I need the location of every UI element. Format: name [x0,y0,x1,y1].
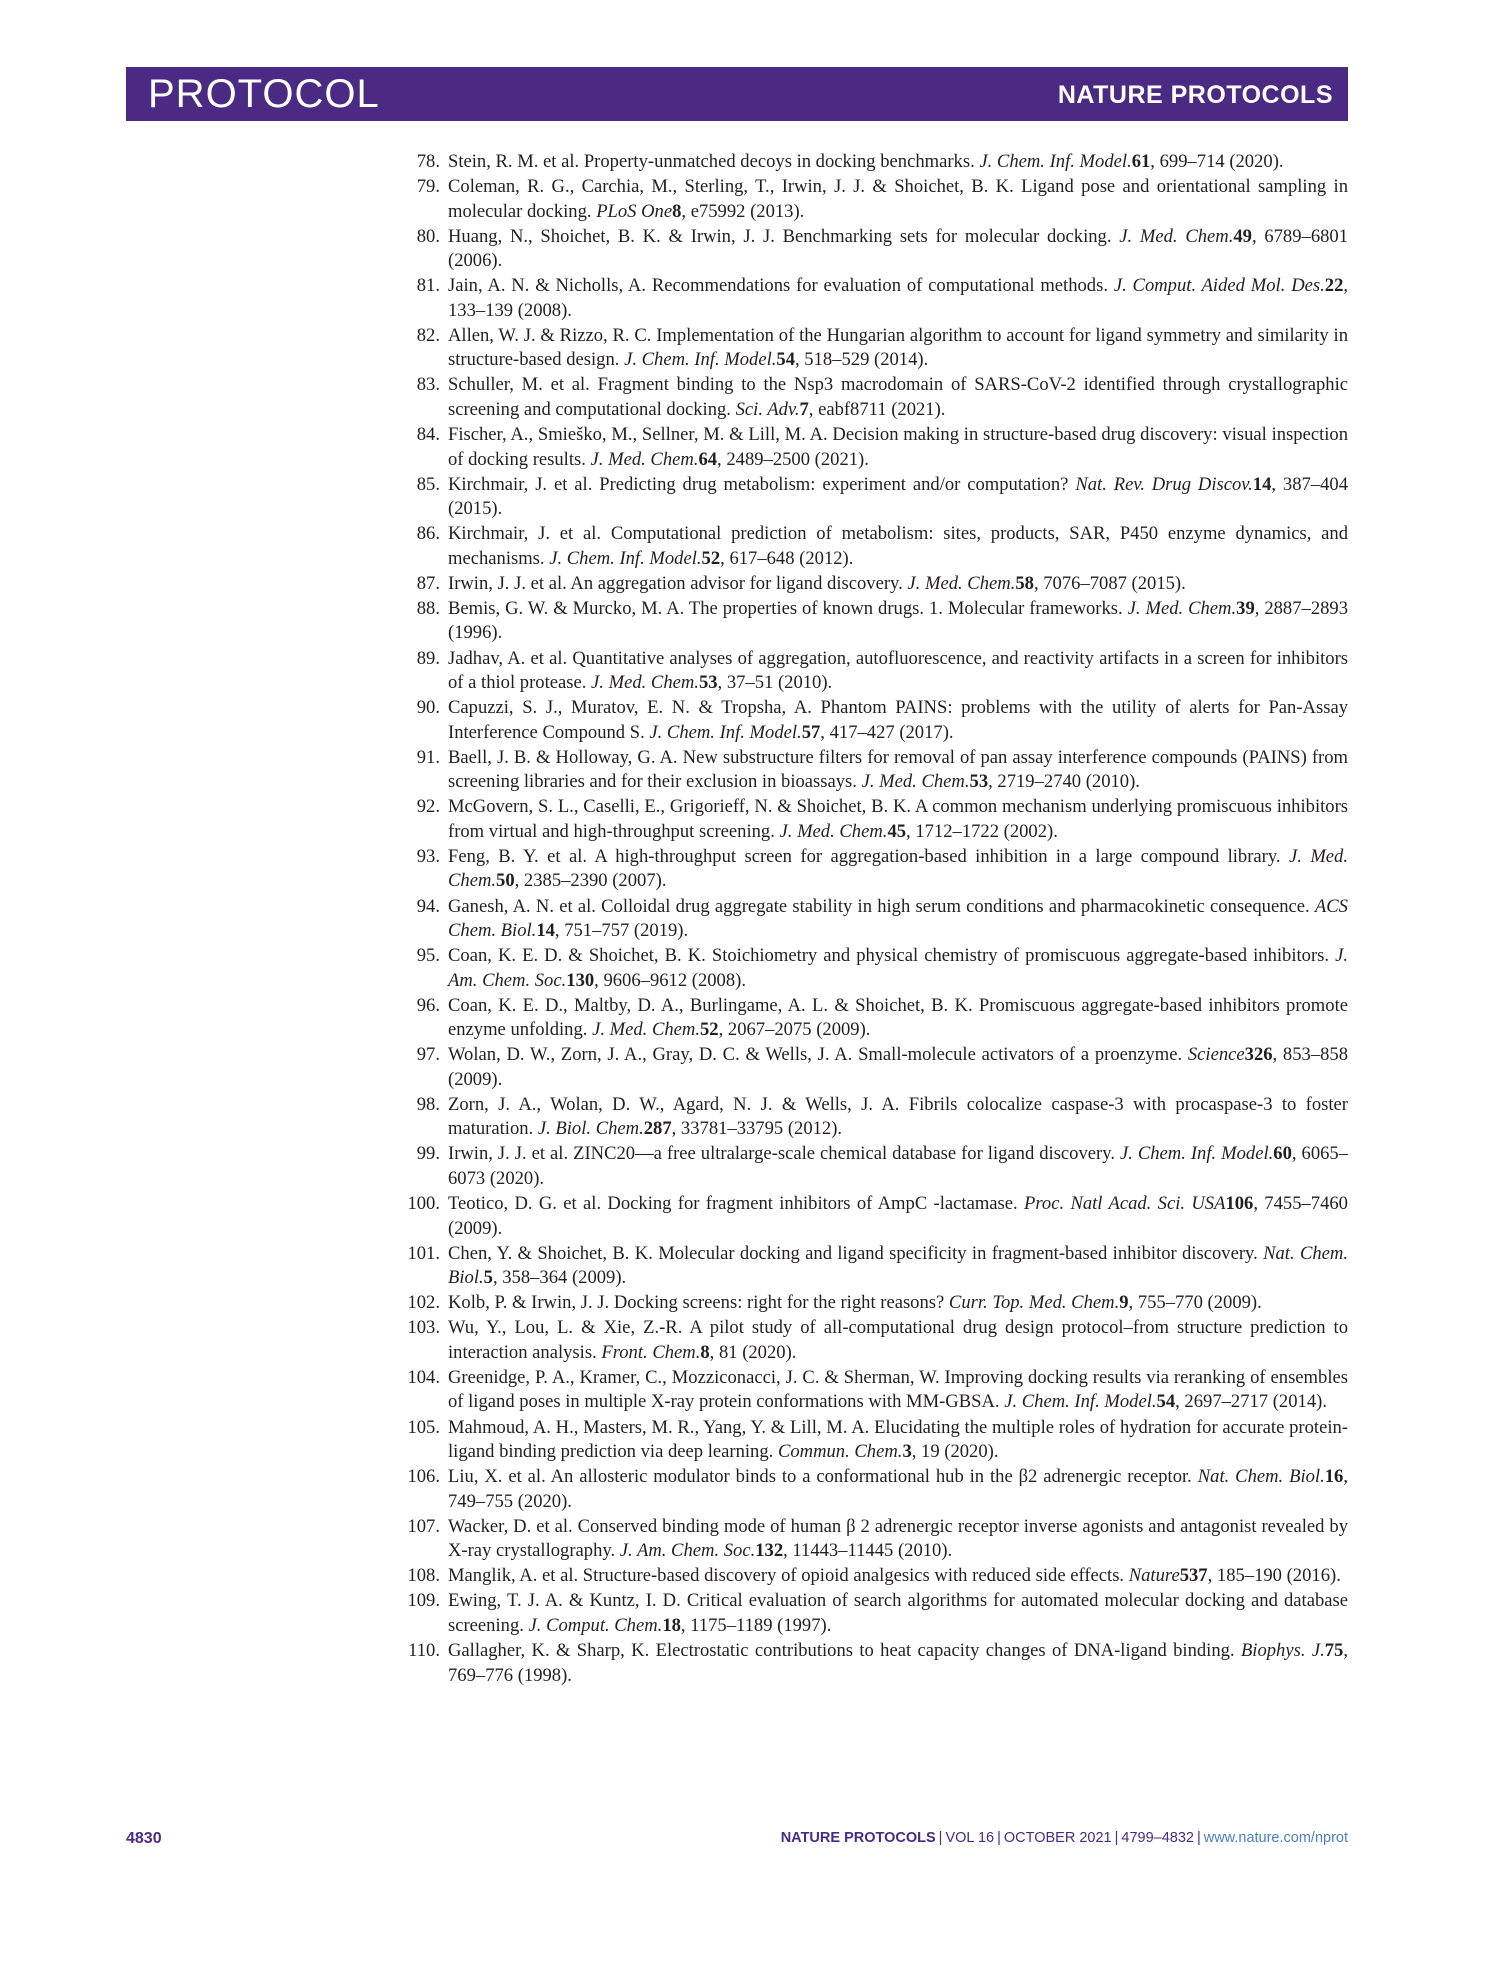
reference-journal: Proc. Natl Acad. Sci. USA [1024,1193,1226,1215]
reference-authors: Zorn, J. A., Wolan, D. W., Agard, N. J. & Wells, J. A. [448,1093,909,1115]
reference-number: 97. [416,1044,440,1066]
footer-pages: 4799–4832 [1121,1830,1194,1846]
reference-authors: Baell, J. B. & Holloway, G. A. [448,746,683,768]
reference-authors: Kirchmair, J. et al. [448,473,600,495]
reference-volume: 14 [1252,473,1272,495]
reference-pages: , 2385–2390 (2007). [514,870,667,892]
reference-journal: J. Chem. Inf. Model. [549,547,702,569]
reference-pages: , 7455–7460 (2009). [448,1193,1348,1239]
reference-authors: Wacker, D. et al. [448,1515,578,1537]
reference-item [400,373,1348,422]
reference-pages: , eabf8711 (2021). [808,398,946,420]
reference-number: 87. [416,572,440,594]
reference-journal: Biophys. J. [1240,1640,1325,1661]
reference-title: Conserved binding mode of human β 2 adrenergic receptor inverse agonists and antagonist revealed by X-ray crystallography. [448,1515,1348,1562]
reference-pages: , 2697–2717 (2014). [1175,1391,1327,1413]
reference-volume: 132 [755,1540,784,1562]
footer-citation: NATURE PROTOCOLS | VOL 16 | OCTOBER 2021 | 4799–4832 | www.nature.com/nprot [780,1830,1348,1846]
reference-title: Recommendations for evaluation of computational methods. [651,275,1114,297]
reference-item [400,696,1348,745]
reference-number: 83. [416,374,440,396]
reference-item [400,225,1348,274]
reference-journal: J. Am. Chem. Soc. [448,945,1348,991]
reference-number: 79. [416,176,440,198]
reference-journal: Nature [1128,1565,1180,1587]
reference-authors: Huang, N., Shoichet, B. K. & Irwin, J. J. [448,225,783,247]
reference-number: 80. [416,225,440,247]
reference-title: Colloidal drug aggregate stability in high serum conditions and pharmacokinetic consequence. [601,895,1315,917]
reference-journal: J. Chem. Inf. Model. [624,349,777,371]
reference-journal: ACS Chem. Biol. [448,895,1348,941]
reference-item [400,1242,1348,1291]
reference-journal: J. Am. Chem. Soc. [619,1540,756,1562]
reference-item [400,597,1348,646]
reference-authors: Wolan, D. W., Zorn, J. A., Gray, D. C. & Wells, J. A. [448,1044,859,1066]
reference-pages: , 617–648 (2012). [720,547,854,569]
reference-pages: , 2489–2500 (2021). [717,448,869,470]
page-number: 4830 [126,1830,162,1847]
reference-authors: Ewing, T. J. A. & Kuntz, I. D. [448,1590,687,1612]
reference-pages: , 37–51 (2010). [717,672,833,694]
reference-journal: J. Biol. Chem. [537,1118,644,1140]
reference-title: Critical evaluation of search algorithms for automated molecular docking and database screening. [448,1590,1348,1636]
reference-item [400,845,1348,894]
reference-volume: 18 [662,1614,681,1636]
reference-volume: 287 [643,1118,672,1140]
reference-item [400,1093,1348,1142]
reference-number: 84. [416,424,440,446]
reference-item [400,795,1348,844]
reference-volume: 53 [698,672,718,694]
reference-volume: 75 [1324,1640,1344,1661]
reference-journal: J. Med. Chem. [592,1019,700,1041]
reference-volume: 53 [969,771,989,793]
reference-journal: Commun. Chem. [777,1441,903,1463]
reference-title: Fragment binding to the Nsp3 macrodomain of SARS-CoV-2 identified through crystallographic screening and computational docking. [448,374,1348,420]
reference-volume: 45 [887,820,907,842]
reference-authors: Liu, X. et al. [448,1466,551,1488]
reference-number: 108. [407,1565,440,1587]
reference-authors: Teotico, D. G. et al. [448,1193,608,1215]
reference-journal: Front. Chem. [601,1341,701,1363]
reference-authors: McGovern, S. L., Caselli, E., Grigorieff, N. & Shoichet, B. K. [448,796,915,818]
reference-number: 106. [407,1466,440,1488]
reference-volume: 537 [1179,1565,1208,1587]
reference-authors: Ganesh, A. N. et al. [448,895,602,917]
footer-url[interactable]: www.nature.com/nprot [1203,1830,1348,1846]
reference-title: Property-unmatched decoys in docking benchmarks. [583,151,980,172]
reference-journal: Curr. Top. Med. Chem. [948,1292,1120,1314]
reference-title: A high-throughput screen for aggregation-based inhibition in a large compound library. [594,845,1289,867]
section-label: PROTOCOL [148,72,380,116]
reference-number: 101. [407,1242,440,1264]
reference-journal: J. Med. Chem. [861,771,970,793]
reference-item [400,1043,1348,1092]
reference-volume: 50 [496,870,515,892]
reference-item [400,746,1348,795]
reference-number: 92. [416,796,440,818]
reference-authors: Gallagher, K. & Sharp, K. [448,1640,656,1661]
reference-journal: J. Med. Chem. [591,672,699,694]
reference-item [400,944,1348,993]
reference-authors: Bemis, G. W. & Murcko, M. A. [448,597,689,619]
reference-journal: J. Chem. Inf. Model. [1119,1143,1274,1165]
reference-volume: 22 [1324,275,1344,297]
reference-volume: 57 [801,721,821,743]
reference-item [400,572,1348,597]
reference-item [400,1515,1348,1564]
reference-journal: J. Med. Chem. [590,448,699,470]
reference-pages: , 81 (2020). [709,1341,797,1363]
reference-title: The properties of known drugs. 1. Molecular frameworks. [688,597,1128,619]
reference-journal: J. Chem. Inf. Model. [1004,1391,1157,1413]
reference-pages: , 518–529 (2014). [795,349,929,371]
footer-date: OCTOBER 2021 [1003,1830,1112,1846]
reference-item [400,1366,1348,1415]
reference-authors: Jadhav, A. et al. [448,647,573,669]
reference-title: ZINC20—a free ultralarge-scale chemical database for ligand discovery. [573,1143,1120,1165]
reference-number: 93. [416,845,440,867]
reference-number: 100. [407,1193,440,1215]
footer-volume: VOL 16 [945,1830,995,1846]
reference-pages: , 11443–11445 (2010). [783,1540,953,1562]
reference-number: 78. [416,151,440,172]
reference-journal: Nat. Chem. Biol. [1197,1466,1325,1488]
reference-title: Ligand pose and orientational sampling in molecular docking. [448,176,1348,222]
reference-volume: 16 [1324,1466,1344,1488]
reference-journal: J. Chem. Inf. Model. [979,151,1132,172]
reference-volume: 61 [1131,151,1151,172]
reference-pages: , 6789–6801 (2006). [448,225,1349,272]
reference-authors: Coan, K. E. D. & Shoichet, B. K. [448,945,712,967]
reference-title: New substructure filters for removal of pan assay interference compounds (PAINS) from screening libraries and for their exclusion in bioassays. [448,746,1348,793]
reference-title: Fibrils colocalize caspase-3 with procaspase-3 to foster maturation. [448,1093,1348,1140]
reference-item [400,647,1348,696]
reference-pages: , 6065–6073 (2020). [448,1143,1349,1189]
reference-pages: , 417–427 (2017). [820,721,954,743]
reference-volume: 326 [1244,1044,1273,1066]
reference-volume: 49 [1233,225,1252,247]
reference-number: 96. [416,994,440,1016]
reference-volume: 9 [1119,1292,1129,1314]
reference-number: 95. [416,945,440,967]
journal-label: NATURE PROTOCOLS [1057,81,1333,109]
reference-journal: J. Comput. Aided Mol. Des. [1113,275,1325,297]
reference-pages: , 853–858 (2009). [448,1044,1349,1090]
reference-number: 102. [407,1292,440,1314]
reference-pages: , 2067–2075 (2009). [718,1019,871,1041]
reference-number: 88. [416,597,440,619]
reference-title: Decision making in structure-based drug discovery: visual inspection of docking results. [448,424,1348,470]
reference-authors: Chen, Y. & Shoichet, B. K. [448,1242,659,1264]
reference-pages: , e75992 (2013). [681,200,805,222]
reference-item [400,175,1348,224]
reference-title: Benchmarking sets for molecular docking. [782,225,1120,247]
reference-title: Small-molecule activators of a proenzyme. [858,1044,1188,1066]
reference-number: 82. [416,324,440,346]
reference-title: Quantitative analyses of aggregation, autofluorescence, and reactivity artifacts in a screen for inhibitors of a thiol protease. [448,647,1349,694]
reference-number: 91. [416,746,440,768]
reference-pages: , 33781–33795 (2012). [671,1118,843,1140]
reference-item [400,522,1348,571]
header-banner [126,67,1348,121]
reference-volume: 3 [902,1441,912,1463]
reference-item [400,473,1348,522]
reference-item [400,1142,1348,1191]
reference-pages: , 2887–2893 (1996). [448,597,1349,644]
reference-number: 110. [408,1640,440,1661]
reference-volume: 39 [1236,597,1255,619]
reference-item [400,423,1348,472]
reference-title: An aggregation advisor for ligand discovery. [570,572,908,594]
reference-number: 105. [407,1416,440,1438]
reference-journal: Science [1187,1044,1245,1066]
reference-journal: J. Med. Chem. [1127,597,1237,619]
reference-authors: Kirchmair, J. et al. [448,523,611,545]
reference-authors: Kolb, P. & Irwin, J. J. [448,1292,614,1314]
reference-volume: 14 [536,920,555,941]
reference-pages: , 387–404 (2015). [448,473,1349,520]
reference-authors: Irwin, J. J. et al. [448,572,571,594]
reference-authors: Wu, Y., Lou, L. & Xie, Z.-R. [448,1317,690,1339]
reference-number: 98. [416,1093,440,1115]
reference-volume: 5 [483,1267,493,1289]
reference-journal: J. Med. Chem. [779,820,888,842]
reference-volume: 54 [1156,1391,1176,1413]
reference-journal: J. Med. Chem. [1119,225,1234,247]
reference-authors: Allen, W. J. & Rizzo, R. C. [448,324,657,346]
reference-pages: , 185–190 (2016). [1207,1565,1341,1587]
reference-pages: , 7076–7087 (2015). [1033,572,1186,594]
reference-title: Docking screens: right for the right reasons? [613,1292,949,1314]
reference-item [400,150,1348,175]
reference-number: 90. [416,697,440,719]
reference-item [400,895,1348,944]
reference-title: Computational prediction of metabolism: sites, products, SAR, P450 enzyme dynamics, and mechanisms. [448,523,1348,569]
reference-title: A common mechanism underlying promiscuous inhibitors from virtual and high-throughput screening. [448,796,1348,842]
reference-volume: 60 [1273,1143,1292,1165]
footer-journal: NATURE PROTOCOLS [780,1830,936,1846]
reference-volume: 106 [1225,1193,1254,1215]
reference-pages: , 358–364 (2009). [492,1267,627,1289]
reference-title: A pilot study of all-computational drug design protocol–from structure prediction to interaction analysis. [448,1317,1348,1363]
reference-number: 94. [416,895,440,917]
reference-volume: 8 [672,200,682,222]
reference-volume: 52 [701,547,721,569]
reference-item [400,994,1348,1043]
reference-title: Promiscuous aggregate-based inhibitors promote enzyme unfolding. [448,994,1348,1041]
reference-number: 81. [416,275,440,297]
reference-title: Docking for fragment inhibitors of AmpC -lactamase. [607,1193,1025,1215]
reference-title: An allosteric modulator binds to a conformational hub in the β2 adrenergic receptor. [550,1466,1198,1488]
reference-volume: 130 [566,969,595,991]
reference-pages: , 2719–2740 (2010). [988,771,1140,793]
reference-volume: 54 [776,349,795,371]
reference-volume: 8 [700,1341,710,1363]
reference-number: 85. [416,473,440,495]
reference-title: Structure-based discovery of opioid analgesics with reduced side effects. [582,1565,1129,1587]
reference-journal: Nat. Chem. Biol. [448,1242,1348,1289]
reference-journal: J. Med. Chem. [448,845,1348,892]
reference-authors: Mahmoud, A. H., Masters, M. R., Yang, Y. & Lill, M. A. [448,1416,875,1438]
reference-title: Elucidating the multiple roles of hydration for accurate protein-ligand binding prediction via deep learning. [448,1416,1348,1463]
reference-journal: PLoS One [596,200,673,222]
reference-item [400,274,1348,323]
reference-volume: 7 [799,398,809,420]
reference-pages: , 1175–1189 (1997). [680,1614,832,1636]
reference-volume: 58 [1015,572,1034,594]
reference-title: Molecular docking and ligand specificity in fragment-based inhibitor discovery. [658,1242,1264,1264]
reference-item [400,1416,1348,1465]
reference-item [400,1639,1348,1688]
reference-authors: Coan, K. E. D., Maltby, D. A., Burlingame, A. L. & Shoichet, B. K. [448,994,979,1016]
reference-authors: Feng, B. Y. et al. [448,845,595,867]
reference-title: Phantom PAINS: problems with the utility of alerts for Pan-Assay Interference Compound S. [448,697,1348,743]
reference-authors: Irwin, J. J. et al. [448,1143,574,1165]
reference-authors: Fischer, A., Smieško, M., Sellner, M. & Lill, M. A. [448,424,833,446]
reference-title: Predicting drug metabolism: experiment and/or computation? [599,473,1076,495]
reference-number: 89. [416,647,440,669]
reference-number: 104. [407,1366,440,1388]
reference-authors: Greenidge, P. A., Kramer, C., Mozziconacci, J. C. & Sherman, W. [448,1366,945,1388]
reference-item [400,1564,1348,1589]
reference-pages: , 755–770 (2009). [1128,1292,1262,1314]
reference-authors: Coleman, R. G., Carchia, M., Sterling, T., Irwin, J. J. & Shoichet, B. K. [448,176,1022,198]
reference-journal: J. Comput. Chem. [528,1614,663,1636]
reference-list [400,150,1348,1689]
reference-authors: Schuller, M. et al. [448,374,598,396]
reference-pages: , 1712–1722 (2002). [906,820,1058,842]
reference-journal: Nat. Rev. Drug Discov. [1075,473,1253,495]
reference-item [400,1316,1348,1365]
reference-journal: J. Chem. Inf. Model. [649,721,802,743]
reference-item [400,1291,1348,1316]
reference-number: 86. [416,523,440,545]
reference-number: 103. [407,1317,440,1339]
reference-authors: Manglik, A. et al. [448,1565,583,1587]
reference-pages: , 769–776 (1998). [448,1640,1348,1686]
reference-number: 107. [407,1515,440,1537]
reference-pages: , 19 (2020). [911,1441,999,1463]
reference-pages: , 751–757 (2019). [554,920,689,941]
reference-title: Improving docking results via reranking of ensembles of ligand poses in multiple X-ray protein conformations with MM-GBSA. [448,1366,1348,1413]
reference-title: Electrostatic contributions to heat capacity changes of DNA-ligand binding. [655,1640,1241,1661]
reference-number: 109. [407,1590,440,1612]
reference-authors: Jain, A. N. & Nicholls, A. [448,275,652,297]
reference-authors: Capuzzi, S. J., Muratov, E. N. & Tropsha, A. [448,697,821,719]
reference-title: Implementation of the Hungarian algorithm to account for ligand symmetry and similarity in structure-based design. [448,324,1348,371]
reference-volume: 52 [700,1019,719,1041]
reference-pages: , 133–139 (2008). [448,275,1349,321]
reference-authors: Stein, R. M. et al. [448,151,584,172]
reference-item [400,1589,1348,1638]
reference-title: Stoichiometry and physical chemistry of promiscuous aggregate-based inhibitors. [711,945,1336,967]
reference-journal: J. Med. Chem. [907,572,1016,594]
reference-item [400,1192,1348,1241]
reference-item [400,1465,1348,1514]
reference-pages: , 9606–9612 (2008). [594,969,746,991]
reference-pages: , 699–714 (2020). [1150,151,1284,172]
reference-number: 99. [416,1143,440,1165]
reference-item [400,324,1348,373]
reference-volume: 64 [698,448,718,470]
reference-pages: , 749–755 (2020). [448,1466,1348,1512]
reference-journal: Sci. Adv. [735,398,800,420]
